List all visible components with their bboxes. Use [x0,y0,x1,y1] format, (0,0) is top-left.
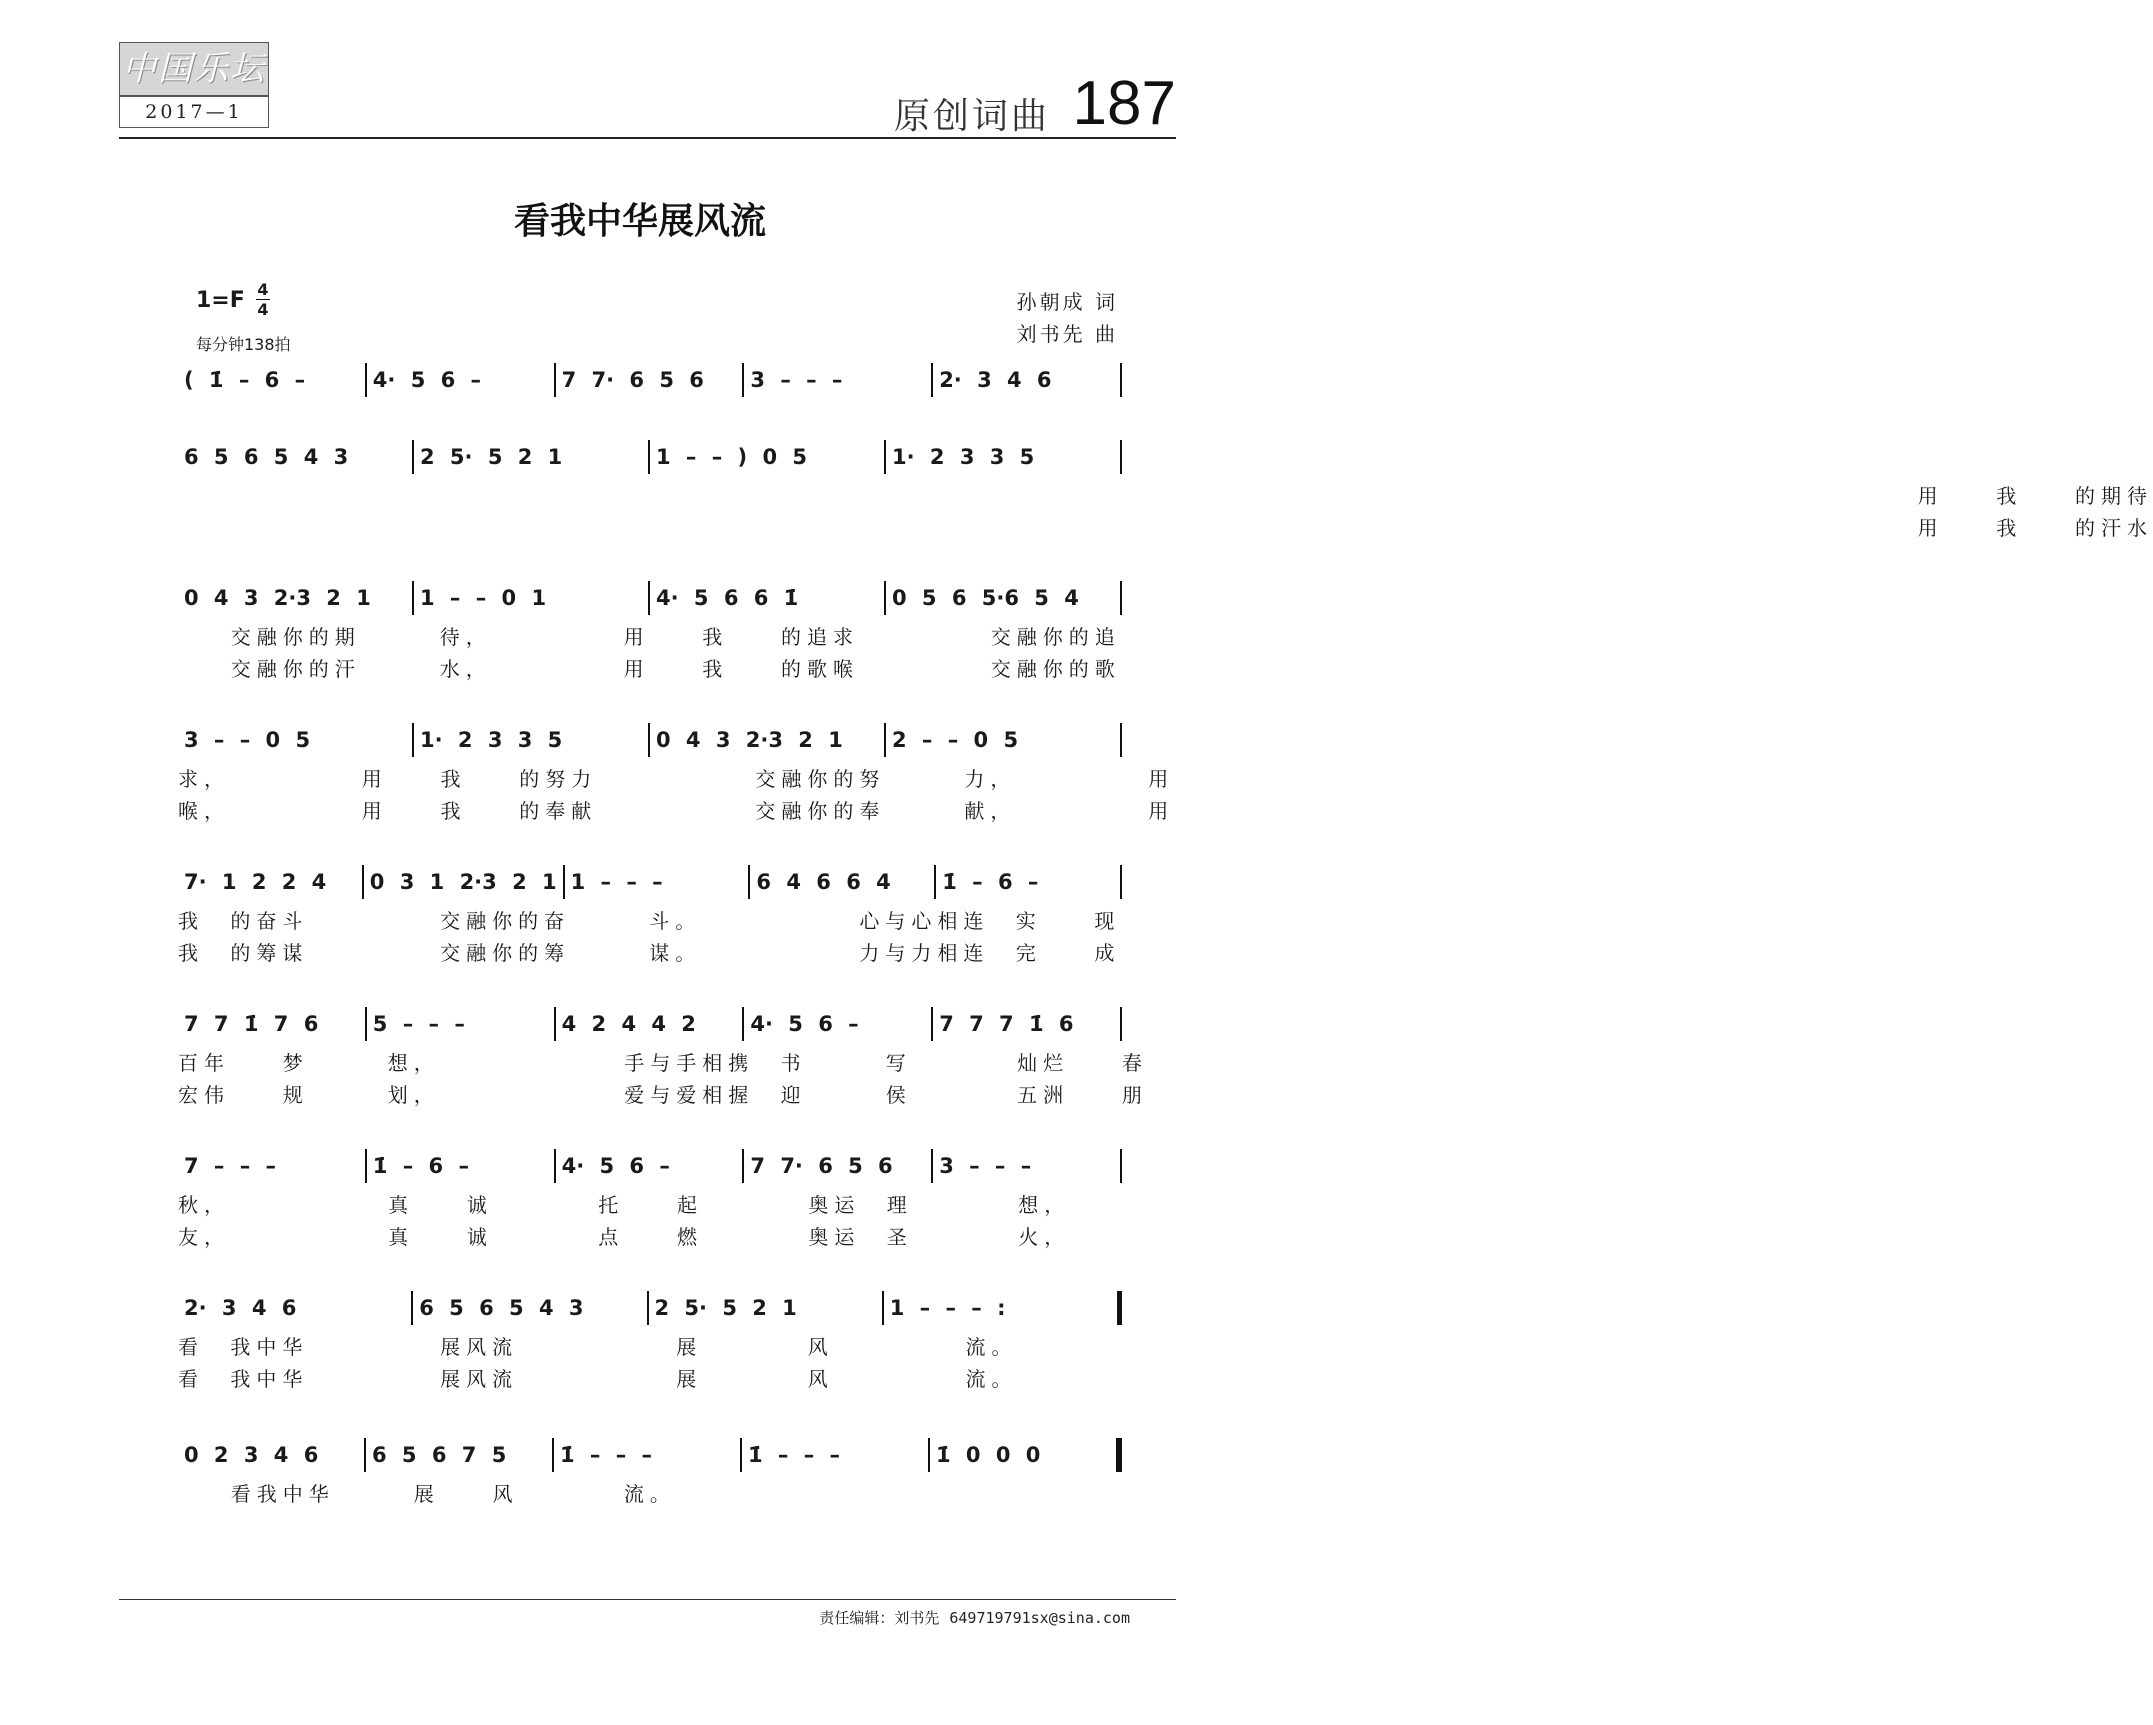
notes-row [178,1001,1122,1047]
score-system [178,1432,1122,1542]
issue-number: 2017—1 [119,96,269,128]
lyrics-verse-1: 我 的奋斗 交融你的奋 斗。 心与心相连 实 现 [178,909,1121,933]
score-system [178,1143,1122,1253]
time-signature-top: 4 [257,280,269,299]
measure: 1̇ – 6 – [372,1154,469,1178]
lyrics-verse-2: 友， 真 诚 点 燃 奥运 圣 火， [178,1225,1071,1249]
footer-credit [819,1607,1130,1628]
barline [1120,865,1122,899]
barline [1120,581,1122,615]
measure: 0 4 3 2·3 2 1 [184,586,371,610]
measure: 7 7· 6 5 6 [561,368,704,392]
notes-row [178,717,1122,763]
barline [1120,1149,1122,1183]
measure: 0 5 6 5·6 5 4 [892,586,1079,610]
measure: 4· 5 6 – [372,368,482,392]
measure: 1 – – ) 0 5 [656,445,807,469]
measure: 1̇ – 6 – [942,870,1039,894]
header-rule [119,137,1176,139]
measure: 3 – – – [750,368,843,392]
measure: 2 – – 0 5 [892,728,1019,752]
editor-email: 649719791sx@sina.com [949,1609,1130,1627]
barline [1120,440,1122,474]
notes-row [178,357,1122,403]
notes-row [178,859,1122,905]
lyrics-verse-2: 喉， 用 我 的奉献 交融你的奉 献， 用 [178,799,1175,823]
footer-rule [119,1599,1176,1600]
notes-row [178,1432,1122,1478]
score-system [178,1285,1122,1395]
lyrics-verse-2: 用 我 的汗水 [178,516,2153,540]
lyrics-verse-2: 看 我中华 展风流 展 风 流。 [178,1367,1018,1391]
measure: 7 7 7 1̇ 6 [939,1012,1074,1036]
time-signature-bottom: 4 [257,300,269,319]
measure: 6 4 6 6 4 [756,870,891,894]
measure: ( 1̇ – 6 – [184,368,306,392]
time-signature [256,280,270,319]
key-signature: 1=F [196,288,245,313]
composer-credit: 刘书先 曲 [1016,322,1118,346]
measure: 1· 2 3 3 5 [892,445,1035,469]
editor-credit: 责任编辑：刘书先 [819,1609,940,1627]
lyrics-verse-2: 我 的筹谋 交融你的筹 谋。 力与力相连 完 成 [178,941,1121,965]
score-system [178,859,1122,969]
lyrics-verse-1: 百年 梦 想， 手与手相携 书 写 灿烂 春 [178,1051,1148,1075]
measure: 1̇ 0 0 0 [936,1443,1041,1467]
measure: 6 5 6 7 5 [372,1443,507,1467]
lyrics-verse-1: 交融你的期 待， 用 我 的追求 交融你的追 [178,625,1121,649]
measure: 3 – – 0 5 [184,728,311,752]
measure: 4· 5 6 – [750,1012,859,1036]
measure: 4· 5 6 – [561,1154,670,1178]
measure: 2· 3 4 6 [939,368,1052,392]
measure: 7 7· 6 5 6 [750,1154,893,1178]
measure: 0 3 1 2·3 2 1 [369,870,557,894]
measure: 7 7 1̇ 7 6 [184,1012,319,1036]
barline [1117,1291,1122,1325]
measure: 4· 5 6 6 1̇ [656,586,799,610]
song-title: 看我中华展风流 [513,201,766,242]
lyrics-verse-1: 秋， 真 诚 托 起 奥运 理 想， [178,1193,1071,1217]
lyricist-credit: 孙朝成 词 [1016,290,1118,314]
barline [1120,363,1122,397]
measure: 1̇ – – – [748,1443,841,1467]
measure: 7 – – – [184,1154,277,1178]
lyrics-verse-2 [178,1510,1122,1542]
lyrics-verse-1 [178,403,1122,435]
measure: 1· 2 3 3 5 [420,728,563,752]
measure: 6 5 6 5 4 3 [419,1296,584,1320]
measure: 2 5· 5 2 1 [420,445,563,469]
measure: 5 – – – [372,1012,465,1036]
lyrics-verse-1: 看我中华 展 风 流。 [178,1482,676,1506]
lyrics-verse-2: 交融你的汗 水， 用 我 的歌喉 交融你的歌 [178,657,1121,681]
notes-row [178,1285,1122,1331]
lyrics-verse-1: 求， 用 我 的努力 交融你的努 力， 用 [178,767,1175,791]
measure: 6 5 6 5 4 3 [184,445,349,469]
barline [1120,723,1122,757]
score-system [178,575,1122,685]
lyrics-verse-1: 用 我 的期待 [178,484,2153,508]
measure: 1 – – – [570,870,663,894]
magazine-logo: 中国乐坛 [119,42,269,96]
notes-row [178,575,1122,621]
lyrics-verse-2: 宏伟 规 划， 爱与爱相握 迎 侯 五洲 朋 [178,1083,1148,1107]
page-number: 187 [1072,69,1176,138]
measure: 0 2 3 4 6 [184,1443,319,1467]
barline [1116,1438,1122,1472]
tempo-marking: 每分钟138拍 [196,335,291,354]
measure: 2· 3 4 6 [184,1296,297,1320]
lyrics-verse-1: 看 我中华 展风流 展 风 流。 [178,1335,1018,1359]
measure: 4 2 4 4 2 [561,1012,696,1036]
measure: 7· 1 2 2 4 [184,870,327,894]
score-system [178,717,1175,827]
measure: 1 – – – : [889,1296,1006,1320]
score-system [178,434,2153,544]
measure: 1̇ – – – [560,1443,653,1467]
measure: 0 4 3 2·3 2 1 [656,728,843,752]
measure: 1 – – 0 1 [420,586,547,610]
barline [1120,1007,1122,1041]
section-label: 原创词曲 [893,96,1050,137]
measure: 3 – – – [939,1154,1032,1178]
notes-row [178,434,1122,480]
score-system [178,1001,1148,1111]
notes-row [178,1143,1122,1189]
measure: 2 5· 5 2 1 [654,1296,797,1320]
